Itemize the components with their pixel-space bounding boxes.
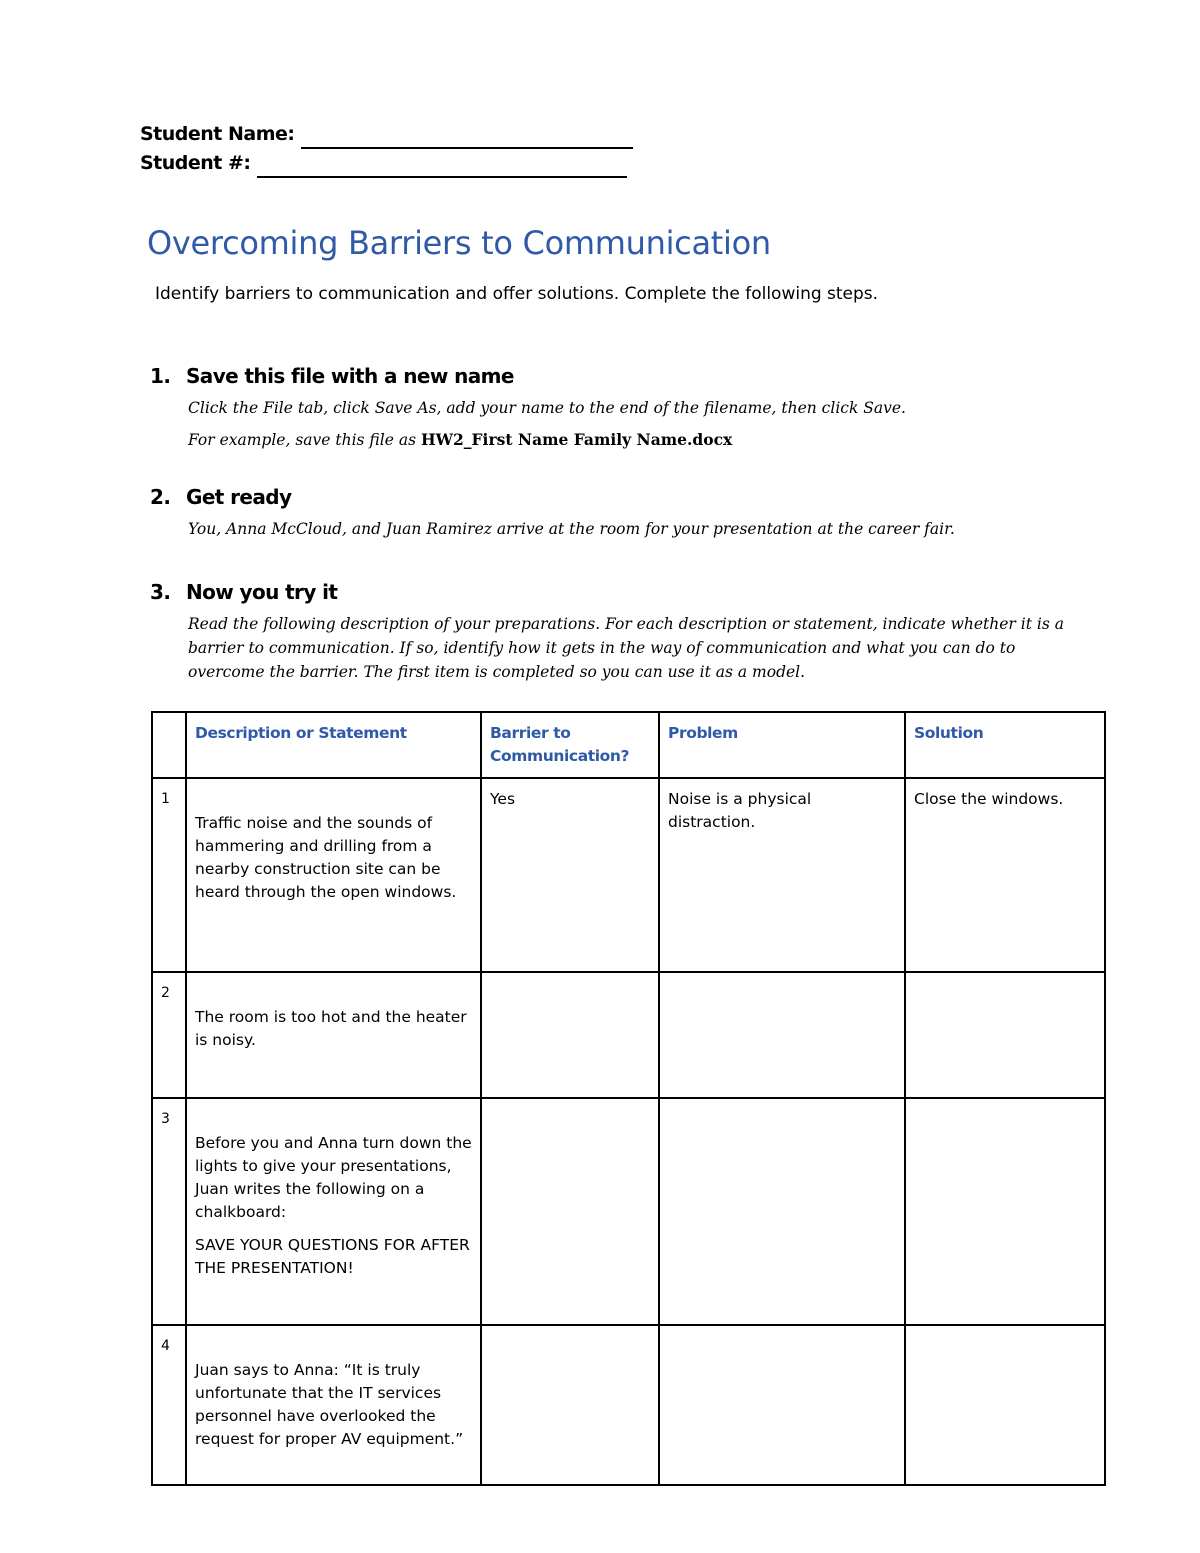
step-title: Now you try it bbox=[186, 580, 338, 604]
row-number: 4 bbox=[152, 1325, 186, 1485]
row-solution[interactable] bbox=[905, 1325, 1105, 1485]
row-barrier[interactable] bbox=[481, 1098, 659, 1325]
intro-text: Identify barriers to communication and offer solutions. Complete the following steps. bbox=[155, 284, 879, 304]
row-solution[interactable]: Close the windows. bbox=[905, 778, 1105, 972]
row-description bbox=[186, 1098, 481, 1325]
row-problem[interactable] bbox=[659, 1098, 905, 1325]
step-title: Get ready bbox=[186, 485, 292, 509]
header-number bbox=[152, 712, 186, 778]
student-number-field[interactable] bbox=[257, 156, 627, 178]
description-text: Traffic noise and the sounds of hammering and drilling from a nearby construction site can be heard through the open windows. bbox=[195, 814, 457, 901]
header-description: Description or Statement bbox=[186, 712, 481, 778]
step-body bbox=[188, 612, 1070, 684]
table-row bbox=[152, 972, 1105, 1098]
student-info bbox=[140, 120, 633, 178]
page-title: Overcoming Barriers to Communication bbox=[147, 224, 771, 262]
barriers-table bbox=[151, 711, 1106, 1486]
step-title: Save this file with a new name bbox=[186, 364, 514, 388]
step-1 bbox=[150, 364, 906, 452]
step-2 bbox=[150, 485, 955, 541]
step-number: 2. bbox=[150, 485, 171, 509]
row-description bbox=[186, 778, 481, 972]
row-problem[interactable] bbox=[659, 972, 905, 1098]
row-description bbox=[186, 972, 481, 1098]
row-barrier[interactable] bbox=[481, 1325, 659, 1485]
table-row bbox=[152, 1325, 1105, 1485]
step-number: 1. bbox=[150, 364, 171, 388]
row-problem[interactable] bbox=[659, 1325, 905, 1485]
row-number: 1 bbox=[152, 778, 186, 972]
table-header-row bbox=[152, 712, 1105, 778]
table-row bbox=[152, 1098, 1105, 1325]
step-heading bbox=[150, 580, 1070, 604]
step-instruction: Read the following description of your preparations. For each description or statement, indicate whether it is a barrier to communication. If so, identify how it gets in the way of communication and what you can do to overcome the barrier. The first item is completed so you can use it as a model. bbox=[188, 615, 1064, 681]
step-body bbox=[188, 517, 955, 541]
student-name-label: Student Name: bbox=[140, 123, 295, 145]
header-problem: Problem bbox=[659, 712, 905, 778]
row-number: 2 bbox=[152, 972, 186, 1098]
example-filename: HW2_First Name Family Name.docx bbox=[420, 430, 733, 449]
student-number-label: Student #: bbox=[140, 152, 251, 174]
step-instruction: Click the File tab, click Save As, add your name to the end of the filename, then click Save. bbox=[188, 399, 906, 417]
row-number: 3 bbox=[152, 1098, 186, 1325]
step-body bbox=[188, 396, 906, 452]
header-solution: Solution bbox=[905, 712, 1105, 778]
header-barrier: Barrier to Communication? bbox=[481, 712, 659, 778]
row-barrier[interactable] bbox=[481, 972, 659, 1098]
row-problem[interactable]: Noise is a physical distraction. bbox=[659, 778, 905, 972]
student-number-row bbox=[140, 149, 633, 178]
row-barrier[interactable]: Yes bbox=[481, 778, 659, 972]
row-description bbox=[186, 1325, 481, 1485]
step-3 bbox=[150, 580, 1070, 684]
step-heading bbox=[150, 364, 906, 388]
description-text: The room is too hot and the heater is noisy. bbox=[195, 1008, 467, 1049]
table-row bbox=[152, 778, 1105, 972]
step-number: 3. bbox=[150, 580, 171, 604]
description-text: Before you and Anna turn down the lights to give your presentations, Juan writes the following on a chalkboard: bbox=[195, 1134, 472, 1221]
step-heading bbox=[150, 485, 955, 509]
description-text: Juan says to Anna: “It is truly unfortunate that the IT services personnel have overlooked the request for proper AV equipment.” bbox=[195, 1361, 464, 1448]
step-instruction: You, Anna McCloud, and Juan Ramirez arrive at the room for your presentation at the career fair. bbox=[188, 520, 955, 538]
student-name-row bbox=[140, 120, 633, 149]
example-prefix: For example, save this file as bbox=[188, 431, 417, 449]
row-solution[interactable] bbox=[905, 972, 1105, 1098]
student-name-field[interactable] bbox=[301, 127, 633, 149]
step-example bbox=[188, 428, 906, 452]
row-solution[interactable] bbox=[905, 1098, 1105, 1325]
chalkboard-text: SAVE YOUR QUESTIONS FOR AFTER THE PRESENTATION! bbox=[195, 1236, 470, 1277]
